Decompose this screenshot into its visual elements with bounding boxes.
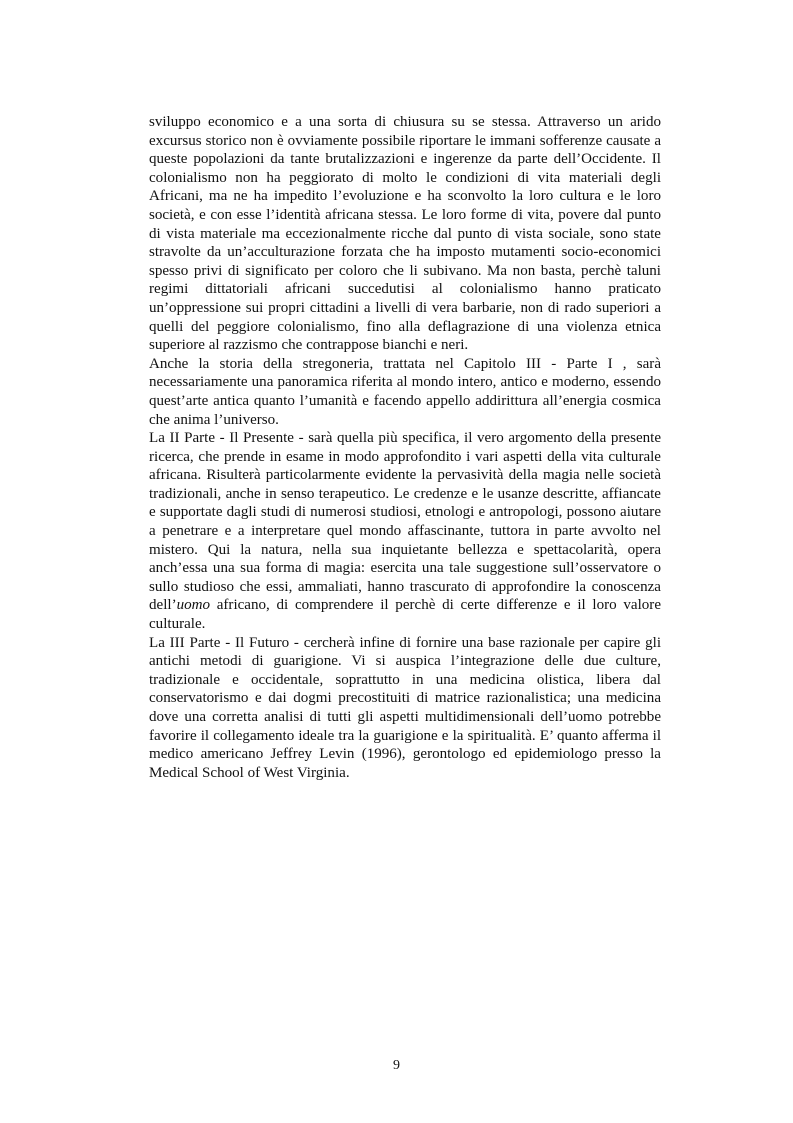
paragraph-4: La III Parte - Il Futuro - cercherà infine di fornire una base razionale per capire gli antichi metodi di guarigione. Vi si auspica l’integrazione delle due culture, tradizionale e occidentale, soprattutto in una medicina olistica, libera dal conservatorismo e dai dogmi precostituiti di matrice razionalistica; una medicina dove una corretta analisi di tutti gli aspetti multidimensionali dell’uomo potrebbe favorire il collegamento ideale tra la guarigione e la spiritualità. E’ quanto afferma il medico americano Jeffrey Levin (1996), gerontologo ed epidemiologo presso la Medical School of West Virginia. (149, 634, 661, 781)
paragraph-3-text-a: La II Parte - Il Presente - sarà quella più specifica, il vero argomento della presente ricerca, che prende in esame in modo approfondito i vari aspetti della vita culturale africana. Risulterà particolarmente evidente la pervasività della magia nelle società tradizionali, anche in senso terapeutico. Le credenze e le usanze descritte, affiancate e supportate dagli studi di numerosi studiosi, etnologi e antropologi, possono aiutare a penetrare e a interpretare quel mondo affascinante, tuttora in parte avvolto nel mistero. Qui la natura, nella sua inquietante bellezza e spettacolarità, opera anch’essa una sua forma di magia: esercita una tale suggestione sull’osservatore o sullo studioso che essi, ammaliati, hanno trascurato di approfondire la conoscenza dell’ (149, 430, 661, 614)
page-body (149, 113, 661, 782)
paragraph-3-text-b: africano, di comprendere il perchè di certe differenze e il loro valore culturale. (149, 597, 661, 633)
paragraph-1: sviluppo economico e a una sorta di chiusura su se stessa. Attraverso un arido excursus storico non è ovviamente possibile riportare le immani sofferenze causate a queste popolazioni da tante brutalizzazioni e ingerenze da parte dell’Occidente. Il colonialismo non ha peggiorato di molto le condizioni di vita materiali degli Africani, ma ne ha impedito l’evoluzione e ha sconvolto la loro cultura e le loro società, e con esse l’identità africana stessa. Le loro forme di vita, povere dal punto di vista materiale ma eccezionalmente ricche dal punto di vista sociale, sono state stravolte da un’acculturazione forzata che ha imposto mutamenti socio-economici spesso privi di significato per coloro che li subivano. Ma non basta, perchè taluni regimi dittatoriali africani succedutisi al colonialismo hanno praticato un’oppressione sui propri cittadini a livelli di vera barbarie, non di rado superiori a quelli del peggiore colonialismo, fino alla deflagrazione di una violenza etnica superiore al razzismo che contrappose bianchi e neri. (149, 114, 661, 354)
page-number: 9 (393, 1058, 400, 1073)
paragraph-3 (149, 429, 661, 634)
italic-word: uomo (176, 597, 211, 614)
paragraph-2: Anche la storia della stregoneria, trattata nel Capitolo III - Parte I , sarà necessariamente una panoramica riferita al mondo intero, antico e moderno, essendo quest’arte antica quanto l’umanità e facendo appello addirittura all’energia cosmica che anima l’universo. (149, 355, 661, 428)
